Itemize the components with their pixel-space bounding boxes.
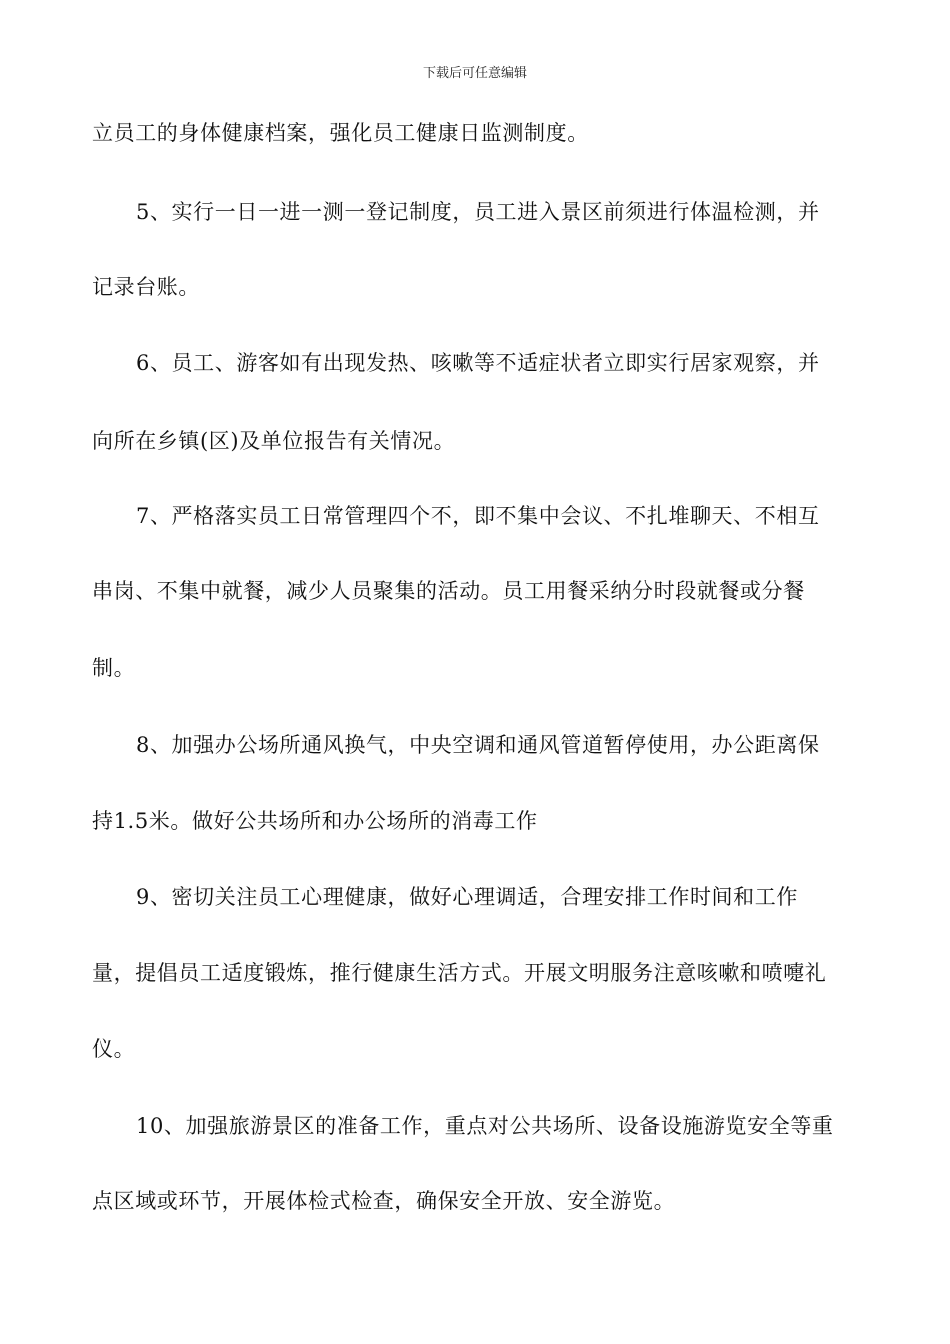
text-line: 持1.5米。做好公共场所和办公场所的消毒工作 bbox=[92, 809, 538, 833]
text-line: 点区域或环节，开展体检式检查，确保安全开放、安全游览。 bbox=[92, 1189, 676, 1213]
text-line: 串岗、不集中就餐，减少人员聚集的活动。员工用餐采纳分时段就餐或分餐 bbox=[92, 579, 805, 603]
page-header: 下载后可任意编辑 bbox=[422, 66, 527, 81]
text-line: 记录台账。 bbox=[92, 275, 200, 299]
text-line: 8、加强办公场所通风换气，中央空调和通风管道暂停使用，办公距离保 bbox=[136, 733, 820, 757]
text-line: 立员工的身体健康档案，强化员工健康日监测制度。 bbox=[92, 121, 589, 145]
text-line: 量，提倡员工适度锻炼，推行健康生活方式。开展文明服务注意咳嗽和喷嚏礼 bbox=[92, 961, 827, 985]
text-line: 5、实行一日一进一测一登记制度，员工进入景区前须进行体温检测，并 bbox=[136, 200, 820, 224]
text-line: 向所在乡镇(区)及单位报告有关情况。 bbox=[92, 429, 456, 453]
text-line: 10、加强旅游景区的准备工作，重点对公共场所、设备设施游览安全等重 bbox=[136, 1114, 834, 1138]
text-line: 制。 bbox=[92, 656, 136, 680]
text-line: 仪。 bbox=[92, 1037, 136, 1061]
text-line: 6、员工、游客如有出现发热、咳嗽等不适症状者立即实行居家观察，并 bbox=[136, 351, 820, 375]
text-line: 7、严格落实员工日常管理四个不，即不集中会议、不扎堆聊天、不相互 bbox=[136, 504, 820, 528]
text-line: 9、密切关注员工心理健康，做好心理调适，合理安排工作时间和工作 bbox=[136, 885, 798, 909]
